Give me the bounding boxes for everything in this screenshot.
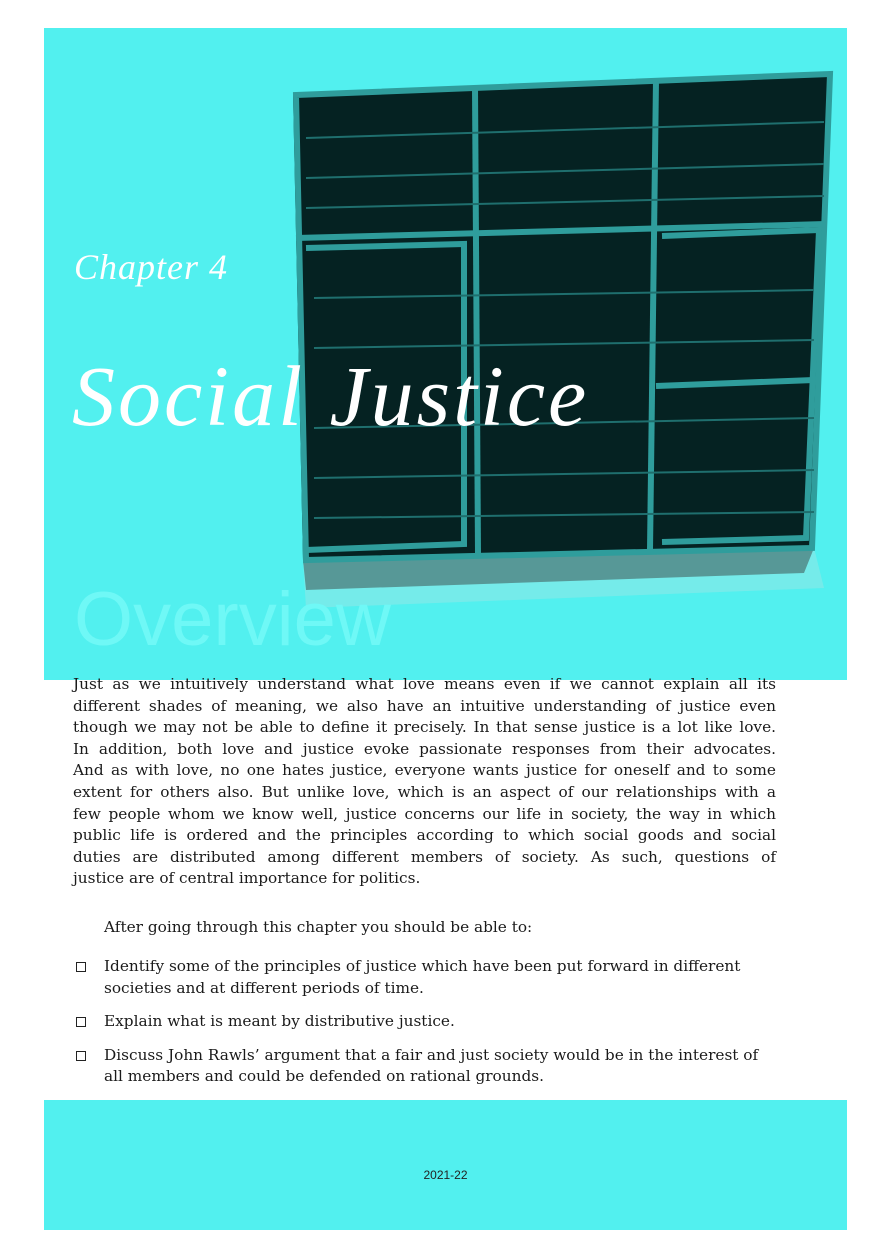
paragraph-line: Just as we intuitively understand what love means even if we cannot explain all its (73, 675, 776, 693)
objective-text: Identify some of the principles of justice which have been put forward in different societies and at different periods of time. (104, 957, 741, 997)
footer-band (44, 1100, 847, 1230)
paragraph-line: In addition, both love and justice evoke passionate responses from their advocates. (73, 739, 776, 758)
chapter-label: Chapter 4 (74, 247, 229, 287)
square-bullet-icon (76, 1017, 86, 1027)
objectives-intro: After going through this chapter you should be able to: (104, 918, 533, 936)
section-label: Overview (74, 577, 391, 662)
overview-paragraph (73, 674, 776, 890)
objective-item (73, 956, 776, 999)
chapter-header-banner (44, 28, 847, 680)
paragraph-line: few people whom we know well, justice concerns our life in society, the way in which (73, 804, 776, 823)
objective-item (73, 1011, 776, 1033)
square-bullet-icon (76, 962, 86, 972)
objective-text: Explain what is meant by distributive justice. (104, 1012, 455, 1031)
paragraph-line: public life is ordered and the principles according to which social goods and social (73, 826, 776, 845)
edition-year: 2021-22 (423, 1168, 468, 1182)
objective-text: Discuss John Rawls’ argument that a fair and just society would be in the interest of all members and could be defended on rational grounds. (104, 1045, 759, 1086)
paragraph-line: though we may not be able to define it precisely. In that sense justice is a lot like love. (73, 718, 776, 737)
paragraph-line: duties are distributed among different members of society. As such, questions of (73, 847, 776, 866)
paragraph-line: And as with love, no one hates justice, everyone wants justice for oneself and to some (73, 761, 776, 780)
paragraph-line: extent for others also. But unlike love, which is an aspect of our relationships with a (73, 782, 776, 801)
objective-item (73, 1045, 776, 1088)
objectives-list (73, 956, 776, 1100)
square-bullet-icon (76, 1051, 86, 1061)
paragraph-line: different shades of meaning, we also have an intuitive understanding of justice even (73, 696, 776, 715)
chapter-title: Social Justice (72, 348, 590, 444)
paragraph-line: justice are of central importance for politics. (73, 869, 421, 888)
